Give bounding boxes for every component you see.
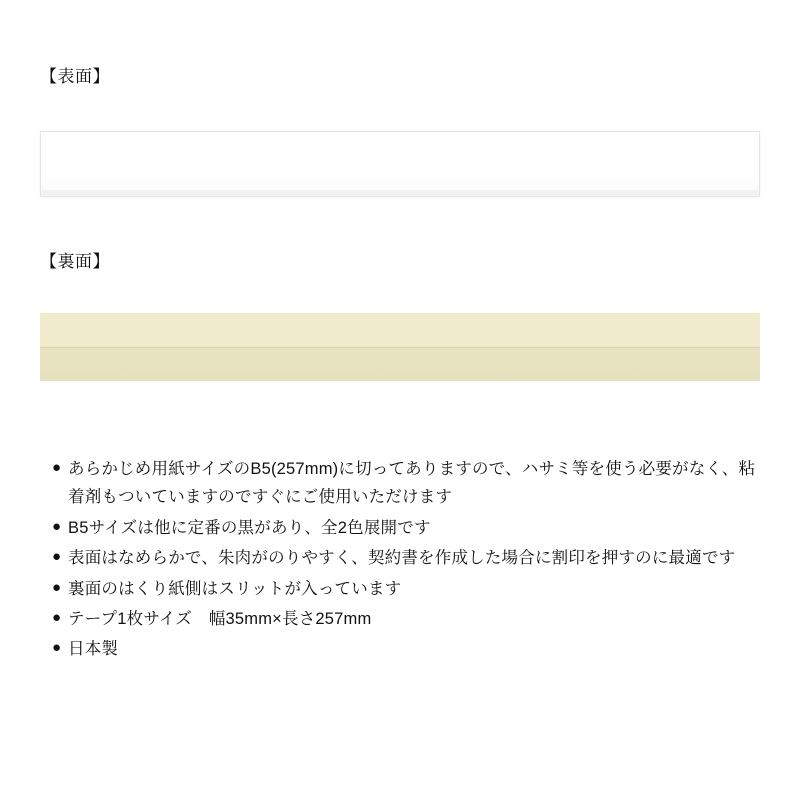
list-item: ● 日本製 [52, 635, 764, 663]
list-item: ● テープ1枚サイズ 幅35mm×長さ257mm [52, 605, 764, 633]
list-item: ● 裏面のはくり紙側はスリットが入っています [52, 575, 764, 603]
front-side-tape-image [40, 131, 760, 197]
back-side-tape-image [40, 313, 760, 381]
slit-line [40, 347, 760, 348]
feature-list [52, 455, 764, 666]
list-item: ● あらかじめ用紙サイズのB5(257mm)に切ってありますので、ハサミ等を使う必要がなく、粘着剤もついていますのですぐにご使用いただけます [52, 455, 764, 512]
list-item: ● B5サイズは他に定番の黒があり、全2色展開です [52, 514, 764, 542]
list-item: ● 表面はなめらかで、朱肉がのりやすく、契約書を作成した場合に割印を押すのに最適です [52, 544, 764, 572]
front-side-label: 【表面】 [40, 67, 110, 86]
back-side-label: 【裏面】 [40, 252, 110, 271]
